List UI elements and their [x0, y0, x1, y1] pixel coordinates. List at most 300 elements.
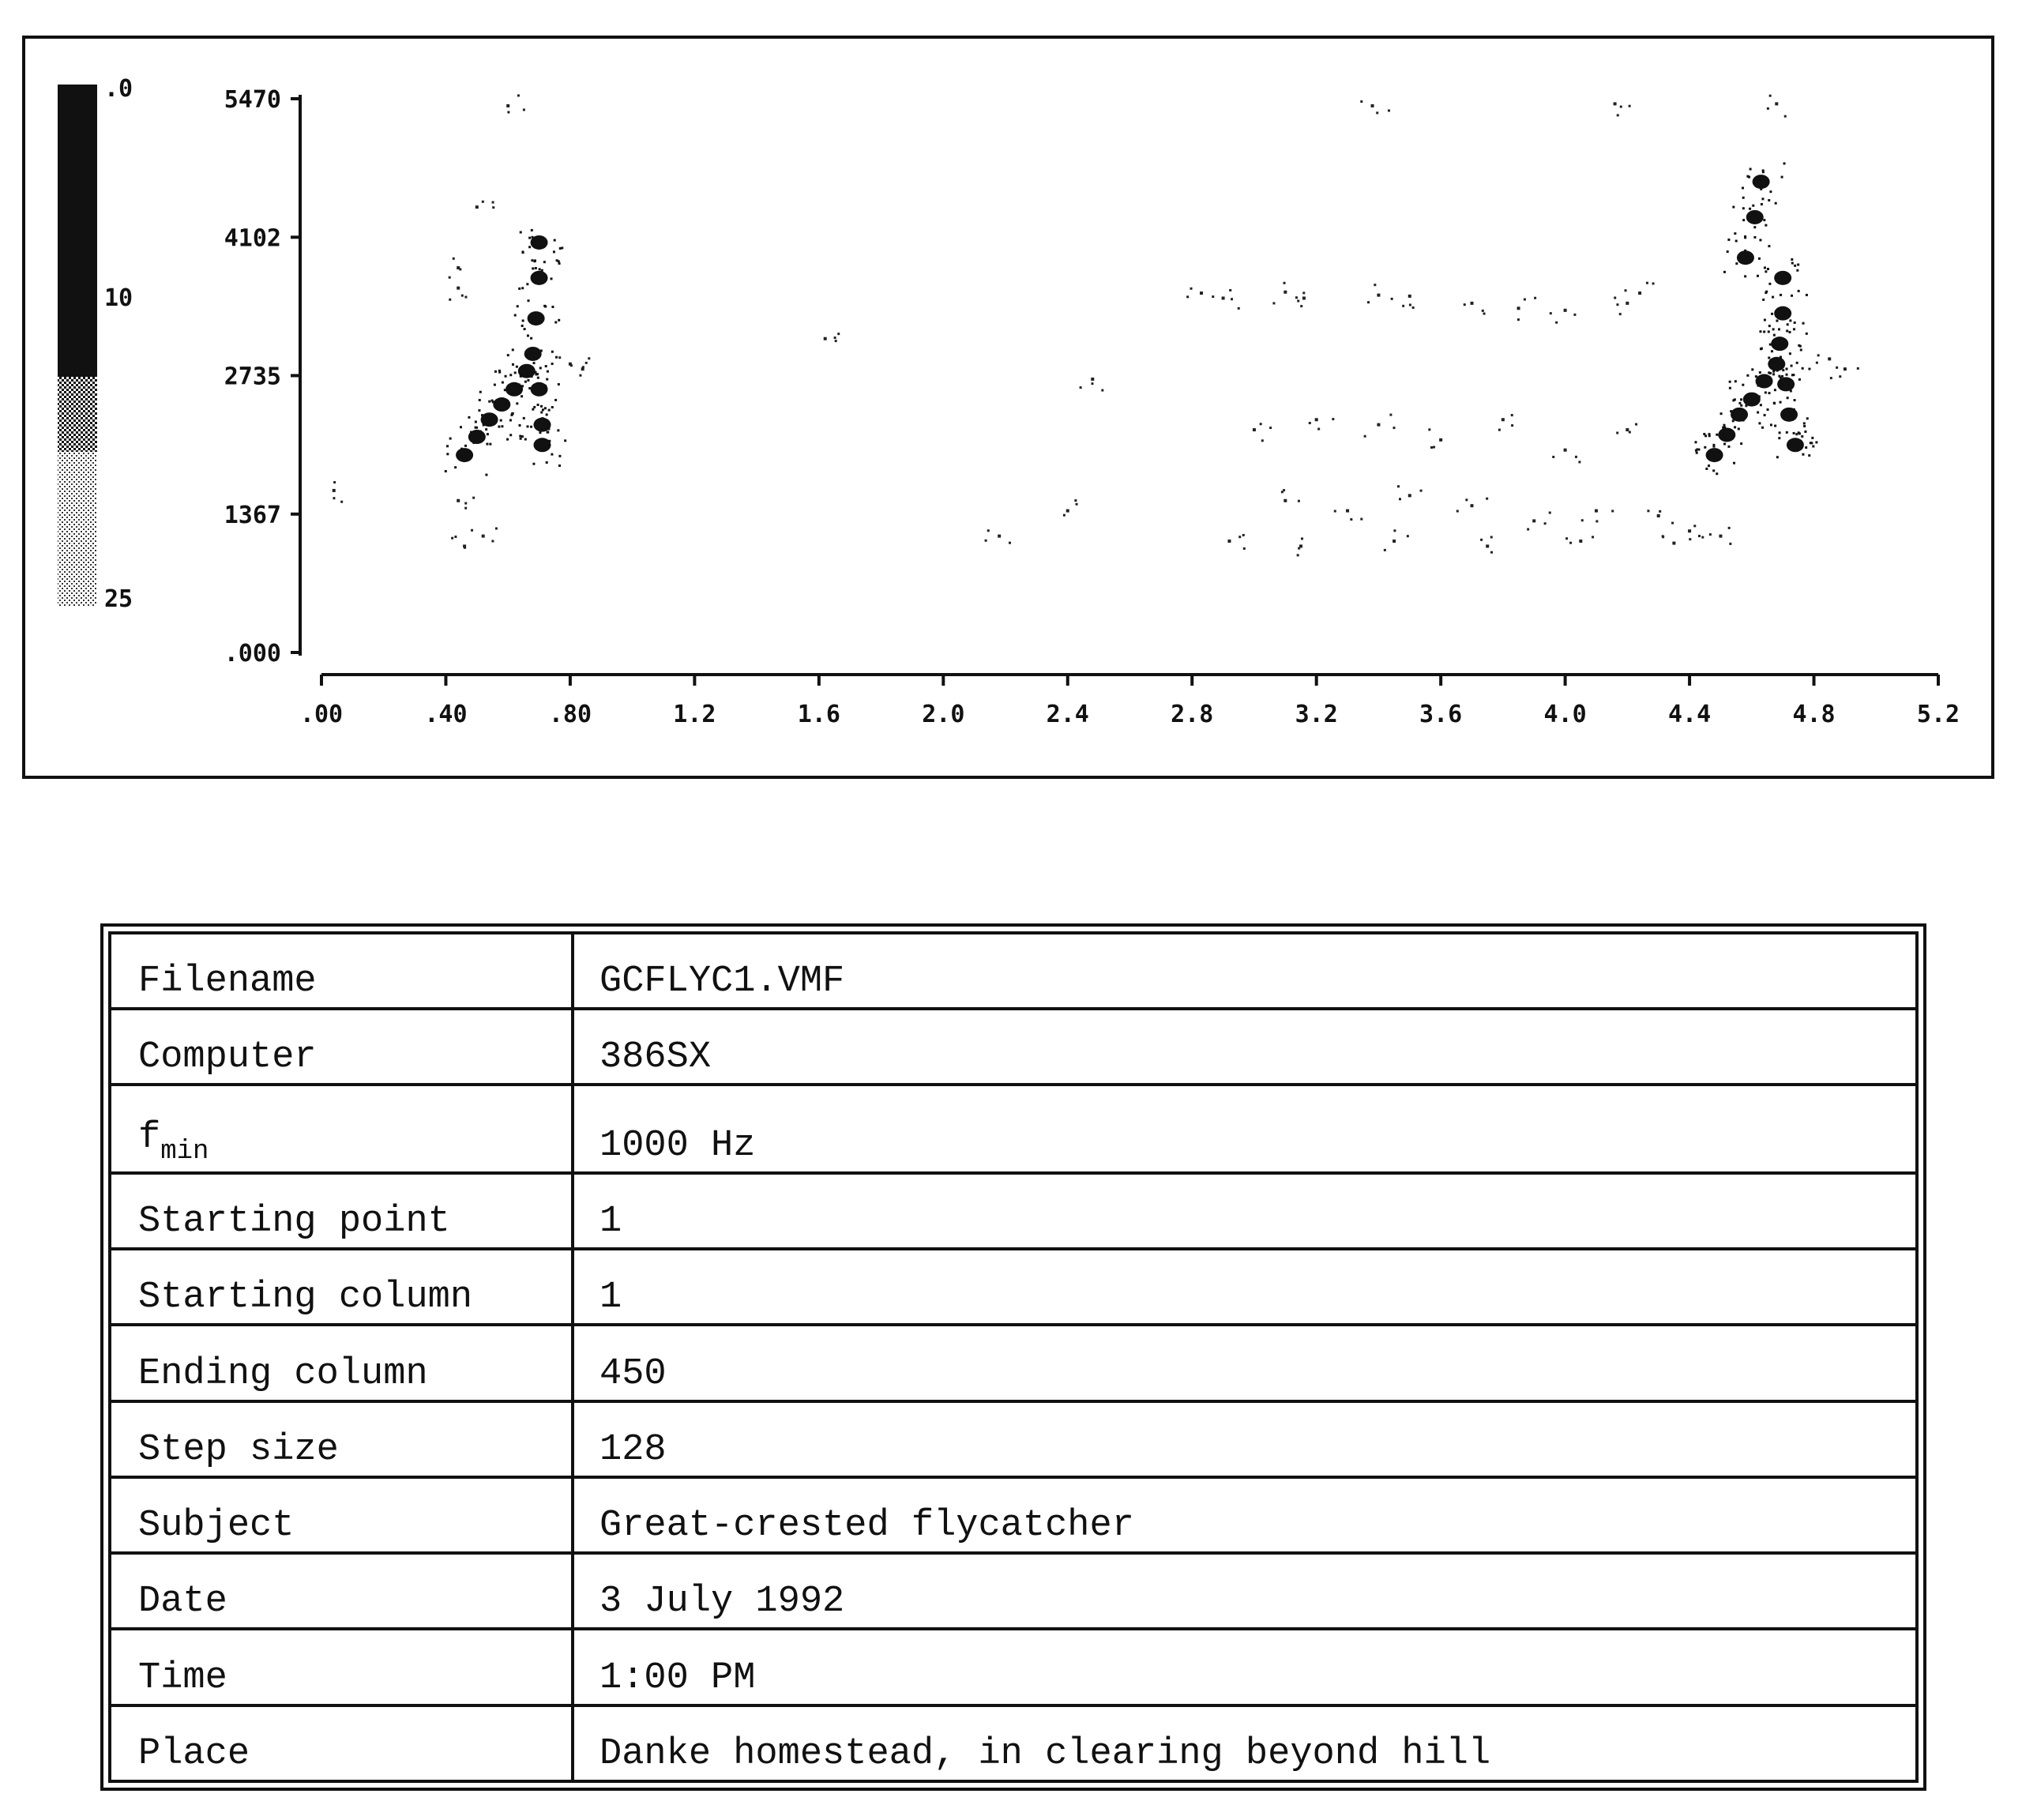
call-2-speckle — [1694, 441, 1697, 443]
call-1-speckle — [516, 366, 518, 368]
noise-speckle — [464, 547, 466, 549]
info-row — [110, 1477, 1917, 1553]
call-1-speckle — [544, 385, 547, 387]
call-2-speckle — [1771, 350, 1773, 352]
noise-speckle — [1659, 510, 1661, 513]
noise-speckle — [1231, 298, 1233, 300]
noise-speckle — [1671, 522, 1674, 525]
noise-point — [1486, 544, 1489, 547]
call-2-speckle — [1793, 328, 1795, 330]
call-2-speckle — [1802, 367, 1804, 370]
noise-speckle — [1578, 461, 1580, 463]
noise-speckle — [1465, 498, 1468, 501]
call-2-speckle — [1805, 446, 1807, 449]
noise-point — [1614, 102, 1617, 105]
noise-speckle — [1301, 537, 1303, 540]
noise-speckle — [492, 206, 494, 209]
noise-speckle — [461, 295, 464, 297]
noise-speckle — [491, 540, 494, 543]
noise-speckle — [1393, 427, 1396, 429]
call-2-speckle — [1742, 207, 1745, 209]
call-2-speckle — [1730, 410, 1732, 412]
call-2-speckle — [1751, 368, 1753, 370]
call-1-speckle — [521, 325, 524, 327]
noise-speckle — [1552, 456, 1554, 458]
call-2-speckle — [1734, 380, 1737, 382]
call-2-point — [1777, 377, 1795, 391]
call-1-speckle — [540, 390, 543, 393]
x-tick-label: 4.8 — [1792, 701, 1836, 728]
call-1-speckle — [533, 352, 536, 354]
call-2-speckle — [1810, 442, 1813, 444]
call-2-speckle — [1729, 381, 1731, 383]
call-2-speckle — [1782, 369, 1784, 371]
call-1-speckle — [531, 229, 533, 231]
noise-speckle — [1619, 313, 1622, 315]
noise-speckle — [1625, 289, 1627, 291]
call-2-speckle — [1811, 437, 1813, 439]
call-2-speckle — [1796, 362, 1798, 364]
call-2-speckle — [1788, 385, 1791, 387]
call-2-speckle — [1739, 408, 1742, 411]
noise-speckle — [1486, 498, 1488, 500]
noise-speckle — [333, 481, 336, 483]
noise-speckle — [558, 356, 561, 359]
call-1-speckle — [512, 412, 514, 415]
info-label — [110, 1249, 573, 1325]
call-2-speckle — [1775, 202, 1777, 205]
call-2-speckle — [1753, 236, 1756, 239]
call-1-speckle — [540, 405, 543, 408]
noise-speckle — [1635, 423, 1637, 426]
call-2-point — [1743, 393, 1761, 407]
noise-speckle — [1092, 382, 1094, 385]
call-2-point — [1746, 210, 1764, 224]
noise-speckle — [985, 540, 987, 542]
noise-speckle — [1298, 547, 1300, 550]
call-2-speckle — [1763, 331, 1765, 333]
noise-speckle — [1238, 536, 1241, 538]
call-1-speckle — [445, 470, 447, 472]
noise-speckle — [1412, 306, 1415, 309]
call-1-speckle — [536, 373, 539, 375]
call-1-speckle — [547, 427, 550, 430]
call-1-speckle — [531, 259, 533, 261]
noise-point — [1672, 542, 1675, 545]
noise-speckle — [1490, 536, 1493, 538]
noise-point — [1532, 519, 1535, 522]
call-1-speckle — [524, 381, 527, 383]
noise-speckle — [1616, 303, 1618, 306]
call-1-speckle — [527, 334, 529, 337]
noise-speckle — [1620, 106, 1622, 108]
info-value: 1:00 PM — [573, 1629, 1917, 1705]
call-1-speckle — [540, 411, 543, 413]
info-row — [110, 1401, 1917, 1477]
noise-speckle — [333, 497, 335, 499]
noise-point — [1377, 423, 1380, 427]
noise-speckle — [1080, 386, 1082, 389]
call-1-speckle — [542, 446, 544, 449]
noise-speckle — [1243, 547, 1246, 550]
call-1-speckle — [483, 424, 485, 427]
call-1-speckle — [558, 383, 560, 385]
call-2-speckle — [1734, 232, 1736, 235]
spectrogram-marks — [333, 94, 1859, 556]
call-2-speckle — [1803, 425, 1806, 427]
info-label-text: Filename — [138, 961, 317, 1003]
noise-speckle — [1729, 543, 1731, 545]
info-label-text: Ending column — [138, 1352, 428, 1395]
call-1-speckle — [482, 433, 484, 435]
call-2-speckle — [1765, 391, 1767, 393]
call-2-speckle — [1757, 275, 1759, 277]
call-2-speckle — [1793, 408, 1795, 411]
call-2-speckle — [1733, 462, 1735, 464]
info-row — [110, 933, 1917, 1009]
call-2-speckle — [1772, 328, 1775, 330]
call-1-speckle — [558, 455, 561, 457]
noise-speckle — [1367, 301, 1370, 303]
call-2-point — [1771, 337, 1788, 351]
call-2-speckle — [1791, 258, 1793, 261]
call-2-point — [1774, 271, 1791, 285]
call-1-speckle — [506, 386, 509, 389]
noise-point — [1346, 510, 1349, 513]
call-2-speckle — [1760, 404, 1762, 406]
info-value: 128 — [573, 1401, 1917, 1477]
call-2-speckle — [1806, 417, 1809, 419]
noise-speckle — [1374, 284, 1376, 286]
info-label-text: Starting point — [138, 1201, 450, 1243]
call-1-speckle — [544, 407, 547, 409]
call-1-speckle — [558, 319, 560, 322]
call-2-speckle — [1704, 434, 1707, 437]
info-value: 1 — [573, 1173, 1917, 1249]
call-1-speckle — [486, 443, 488, 446]
call-2-speckle — [1769, 190, 1772, 193]
call-1-speckle — [532, 236, 534, 239]
noise-speckle — [454, 536, 457, 538]
noise-speckle — [1260, 423, 1262, 425]
call-2-speckle — [1742, 384, 1744, 386]
noise-speckle — [464, 507, 467, 510]
x-tick-label: 1.2 — [673, 701, 716, 728]
call-2-speckle — [1786, 431, 1788, 434]
noise-speckle — [1389, 414, 1392, 416]
call-2-point — [1774, 306, 1791, 321]
noise-speckle — [1647, 510, 1649, 512]
noise-speckle — [1009, 542, 1011, 544]
noise-speckle — [1076, 503, 1078, 506]
call-2-speckle — [1794, 322, 1796, 324]
call-1-speckle — [535, 278, 537, 280]
noise-speckle — [582, 366, 584, 368]
info-row — [110, 1173, 1917, 1249]
call-1-speckle — [514, 371, 517, 374]
call-1-speckle — [468, 452, 471, 454]
call-2-speckle — [1744, 250, 1746, 252]
call-2-speckle — [1758, 395, 1761, 397]
call-2-speckle — [1768, 199, 1770, 201]
call-1-speckle — [558, 464, 561, 467]
noise-speckle — [1242, 534, 1245, 536]
info-label — [110, 1705, 573, 1781]
call-2-speckle — [1767, 268, 1769, 270]
call-2-point — [1731, 408, 1748, 422]
call-2-speckle — [1764, 319, 1766, 322]
noise-speckle — [1629, 431, 1631, 434]
noise-speckle — [1517, 318, 1520, 321]
noise-speckle — [1309, 422, 1311, 424]
colorbar-light-segment — [58, 452, 97, 606]
call-1-speckle — [545, 365, 547, 367]
call-2-speckle — [1723, 424, 1725, 427]
call-2-speckle — [1781, 375, 1783, 378]
call-1-speckle — [517, 305, 519, 307]
call-1-point — [531, 271, 548, 285]
call-2-speckle — [1791, 365, 1793, 367]
call-1-speckle — [532, 463, 535, 465]
call-2-speckle — [1723, 427, 1726, 429]
x-tick-label: 2.4 — [1046, 701, 1089, 728]
call-2-speckle — [1704, 446, 1706, 449]
noise-speckle — [1407, 535, 1409, 537]
noise-speckle — [1391, 298, 1393, 300]
noise-point — [1688, 529, 1691, 532]
noise-speckle — [1238, 307, 1240, 310]
info-value: Danke homestead, in clearing beyond hill — [573, 1705, 1917, 1781]
call-2-speckle — [1727, 239, 1730, 241]
noise-point — [475, 205, 479, 209]
call-2-speckle — [1742, 419, 1744, 422]
call-1-speckle — [522, 319, 524, 322]
call-2-speckle — [1759, 371, 1761, 374]
call-1-speckle — [555, 356, 558, 359]
call-2-point — [1756, 374, 1773, 389]
noise-speckle — [1360, 100, 1362, 103]
noise-speckle — [482, 201, 484, 203]
call-2-speckle — [1775, 344, 1777, 346]
call-2-speckle — [1708, 464, 1710, 467]
call-2-speckle — [1716, 434, 1718, 436]
call-2-speckle — [1781, 280, 1783, 282]
noise-speckle — [1298, 500, 1300, 502]
noise-speckle — [1629, 105, 1631, 107]
noise-speckle — [1728, 527, 1731, 529]
info-value: Great-crested flycatcher — [573, 1477, 1917, 1553]
noise-speckle — [1544, 522, 1547, 525]
call-1-speckle — [551, 351, 554, 353]
call-2-speckle — [1800, 348, 1802, 351]
noise-point — [1200, 291, 1203, 295]
call-2-speckle — [1776, 370, 1779, 372]
call-1-speckle — [539, 268, 541, 270]
noise-point — [1595, 510, 1598, 513]
call-1-speckle — [564, 439, 566, 442]
call-1-speckle — [524, 438, 527, 441]
call-2-speckle — [1753, 226, 1756, 228]
call-1-speckle — [494, 370, 497, 373]
call-1-speckle — [541, 269, 543, 272]
noise-speckle — [1283, 282, 1286, 284]
noise-speckle — [987, 529, 990, 532]
recording-info-table — [108, 931, 1919, 1783]
noise-point — [1719, 535, 1722, 538]
call-1-speckle — [533, 260, 536, 262]
call-2-speckle — [1764, 414, 1766, 416]
noise-speckle — [1332, 418, 1334, 420]
call-1-speckle — [528, 299, 530, 302]
call-1-speckle — [523, 417, 525, 419]
call-2-speckle — [1768, 283, 1771, 285]
noise-speckle — [1857, 367, 1859, 370]
colorbar-label-10: 10 — [104, 284, 133, 312]
info-label — [110, 1401, 573, 1477]
noise-speckle — [1295, 296, 1298, 299]
call-2-speckle — [1759, 239, 1761, 241]
call-1-point — [528, 311, 545, 325]
noise-speckle — [1784, 115, 1787, 118]
call-1-speckle — [532, 373, 534, 375]
call-2-speckle — [1802, 453, 1804, 456]
call-2-speckle — [1759, 330, 1761, 333]
noise-speckle — [1402, 305, 1404, 307]
info-label — [110, 1325, 573, 1401]
call-1-speckle — [537, 280, 539, 282]
call-2-speckle — [1785, 368, 1787, 370]
noise-point — [1302, 296, 1306, 299]
call-2-speckle — [1792, 374, 1795, 376]
noise-speckle — [1302, 291, 1305, 294]
info-row — [110, 1009, 1917, 1085]
noise-speckle — [517, 94, 520, 96]
call-1-speckle — [479, 391, 482, 393]
call-1-speckle — [546, 461, 548, 464]
call-2-speckle — [1791, 262, 1794, 265]
x-tick-label: .00 — [299, 701, 344, 728]
call-2-speckle — [1781, 176, 1783, 179]
noise-speckle — [1836, 367, 1838, 369]
call-1-speckle — [528, 368, 530, 370]
call-1-speckle — [512, 348, 514, 351]
call-2-speckle — [1775, 362, 1777, 364]
call-2-speckle — [1770, 423, 1772, 426]
call-1-speckle — [540, 350, 543, 352]
call-1-speckle — [502, 382, 504, 384]
call-1-speckle — [488, 400, 490, 403]
x-tick-label: 3.6 — [1419, 701, 1463, 728]
call-2-point — [1787, 438, 1804, 452]
colorbar — [58, 75, 133, 613]
call-2-speckle — [1772, 344, 1774, 347]
call-2-speckle — [1727, 250, 1729, 253]
call-2-point — [1718, 427, 1735, 442]
noise-point — [1471, 302, 1474, 305]
call-2-speckle — [1768, 330, 1770, 333]
noise-speckle — [1769, 95, 1772, 97]
call-2-speckle — [1773, 334, 1776, 337]
x-tick-label: .40 — [424, 701, 468, 728]
y-tick-label: 4102 — [224, 224, 281, 253]
y-tick-label: .000 — [224, 640, 281, 667]
call-1-speckle — [484, 416, 487, 419]
call-1-speckle — [524, 367, 526, 369]
call-2-speckle — [1740, 442, 1742, 445]
call-1-speckle — [530, 337, 532, 340]
call-2-speckle — [1740, 398, 1742, 400]
call-1-speckle — [551, 453, 553, 456]
call-2-speckle — [1815, 441, 1817, 443]
call-1-speckle — [460, 448, 463, 450]
call-2-speckle — [1739, 417, 1742, 419]
call-1-speckle — [514, 314, 517, 317]
call-1-speckle — [521, 287, 524, 289]
call-1-speckle — [490, 423, 493, 425]
noise-speckle — [464, 502, 467, 505]
noise-point — [1408, 494, 1411, 497]
call-2-speckle — [1798, 432, 1801, 434]
call-2-speckle — [1712, 456, 1715, 458]
call-2-speckle — [1812, 446, 1814, 448]
call-2-speckle — [1804, 431, 1806, 433]
call-1-speckle — [528, 315, 531, 318]
call-2-speckle — [1696, 452, 1698, 454]
info-row — [110, 1325, 1917, 1401]
call-2-speckle — [1738, 402, 1741, 404]
noise-speckle — [1283, 489, 1285, 491]
call-1-speckle — [521, 435, 524, 438]
noise-speckle — [1614, 297, 1616, 299]
noise-point — [1517, 306, 1520, 310]
call-1-speckle — [449, 438, 452, 440]
noise-speckle — [1420, 490, 1423, 492]
call-2-speckle — [1772, 296, 1774, 299]
call-2-speckle — [1708, 433, 1711, 435]
call-1-speckle — [544, 306, 547, 308]
noise-point — [457, 287, 460, 290]
call-2-point — [1706, 448, 1723, 462]
noise-speckle — [1767, 107, 1769, 110]
noise-speckle — [1652, 282, 1655, 284]
info-value: 450 — [573, 1325, 1917, 1401]
noise-speckle — [1300, 305, 1302, 307]
call-1-speckle — [541, 314, 543, 317]
call-2-speckle — [1705, 468, 1708, 470]
call-2-speckle — [1735, 240, 1738, 243]
noise-speckle — [1397, 485, 1400, 487]
call-1-speckle — [527, 379, 529, 382]
noise-speckle — [453, 258, 455, 260]
call-1-speckle — [454, 466, 457, 468]
noise-speckle — [1482, 310, 1484, 312]
info-value: 1000 Hz — [573, 1085, 1917, 1173]
call-1-speckle — [527, 425, 529, 427]
noise-point — [457, 499, 460, 502]
info-label — [110, 1173, 573, 1249]
noise-speckle — [1074, 499, 1077, 502]
noise-point — [1066, 510, 1069, 513]
call-2-speckle — [1780, 381, 1782, 383]
noise-speckle — [1212, 295, 1214, 298]
call-2-speckle — [1727, 446, 1730, 448]
colorbar-label-25: 25 — [104, 585, 133, 613]
noise-point — [1625, 302, 1629, 305]
call-1-speckle — [561, 246, 563, 249]
info-label-subscript: min — [160, 1136, 209, 1167]
call-1-speckle — [468, 416, 470, 419]
noise-speckle — [1498, 429, 1501, 431]
